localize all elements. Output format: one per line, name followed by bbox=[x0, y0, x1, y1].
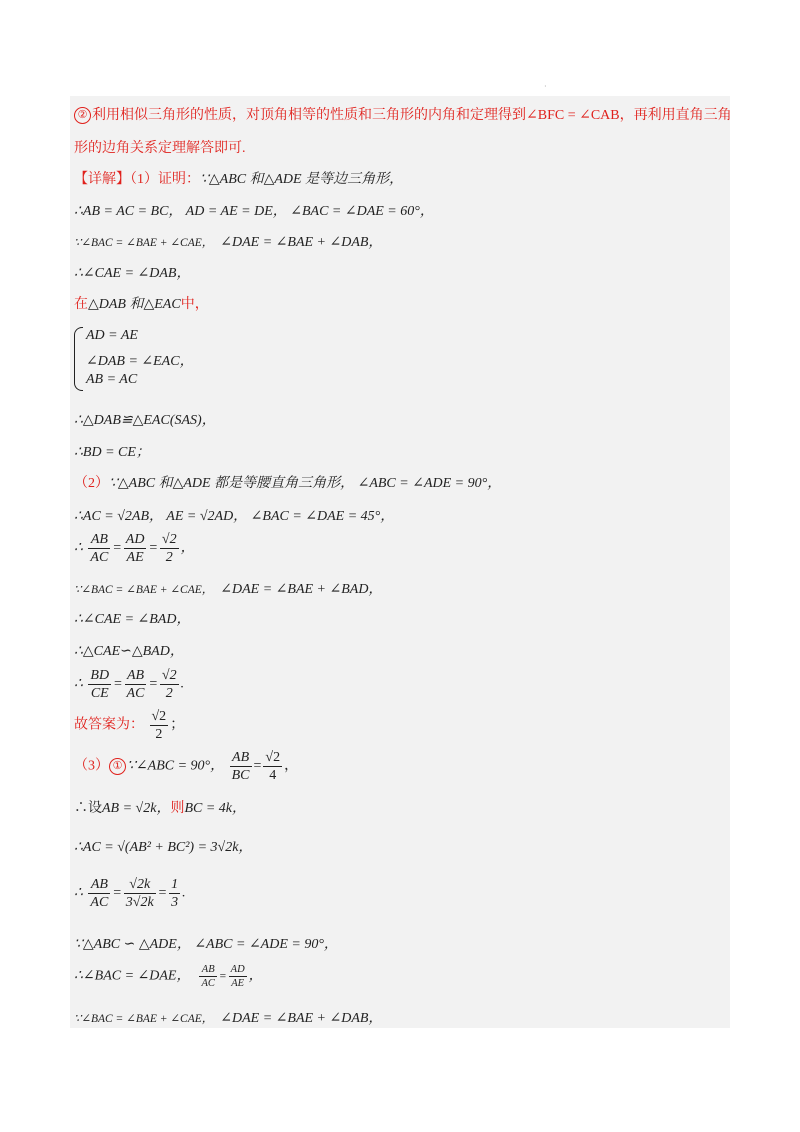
brace-line-3: AB = AC bbox=[86, 372, 138, 387]
part1-line-2: ∴AB = AC = BC， AD = AE = DE， ∠BAC = ∠DAE = 60°， bbox=[74, 204, 434, 219]
part1-line-5a: 在 bbox=[74, 297, 88, 312]
part2-premise: ∵△ABC 和△ADE 都是等腰直角三角形， ∠ABC = ∠ADE = 90°， bbox=[109, 476, 502, 491]
part2-line-4 bbox=[74, 578, 382, 598]
part3-line-2d: BC = 4k， bbox=[184, 801, 247, 816]
answer-label: 故答案为： bbox=[74, 717, 144, 733]
fraction: $\frac{AB}{AC}$ bbox=[126, 668, 145, 701]
part3-line-4: ∴ $\frac{AB}{AC}$ = $\frac{√2k}{3√2k}$ = $\frac{1}{3}$ . bbox=[74, 877, 186, 910]
part2-line-2: ∴AC = √2AB， AE = √2AD， ∠BAC = ∠DAE = 45°， bbox=[74, 509, 395, 524]
part2-heading bbox=[74, 472, 501, 492]
part1-label: （1）证明： bbox=[130, 172, 200, 187]
part2-line-3: ∴ $\frac{AB}{AC}$ = $\frac{AD}{AE}$ = $\frac{√2}{2}$ ， bbox=[74, 532, 195, 565]
part1-line-4: ∴∠CAE = ∠DAB， bbox=[74, 266, 191, 281]
part2-line-5: ∴∠CAE = ∠BAD， bbox=[74, 612, 191, 627]
fraction: $\frac{AB}{BC}$ bbox=[231, 750, 250, 783]
answer-fraction: $\frac{√2}{2}$ bbox=[151, 709, 167, 742]
part2-line-4b: ∠DAE = ∠BAE + ∠BAD， bbox=[220, 582, 383, 597]
fraction: $\frac{√2}{2}$ bbox=[161, 532, 177, 565]
part1-line-5b: △DAB 和△EAC bbox=[88, 297, 181, 312]
fraction: $\frac{BD}{CE}$ bbox=[90, 668, 110, 701]
part1-line-6: ∴△DAB≌△EAC(SAS)， bbox=[74, 413, 216, 428]
part3-line-7b: ∠DAE = ∠BAE + ∠DAB， bbox=[220, 1011, 383, 1026]
fraction: $\frac{AB}{AC}$ bbox=[201, 964, 215, 989]
intro-text-1: 利用相似三角形的性质，对顶角相等的性质和三角形的内角和定理得到∠BFC = ∠CAB，再利用直角三角 bbox=[92, 108, 732, 123]
fraction: $\frac{AB}{AC}$ bbox=[90, 877, 109, 910]
part3-premise: ∵∠ABC = 90°， bbox=[127, 758, 225, 774]
part3-line-2 bbox=[74, 797, 246, 817]
part3-line-3: ∴AC = √(AB² + BC²) = 3√2k， bbox=[74, 840, 253, 855]
part3-heading: （3） ① ∵∠ABC = 90°， $\frac{AB}{BC}$ = $\frac{√2}{4}$ ， bbox=[74, 750, 299, 783]
part3-line-6a: ∴∠BAC = ∠DAE， bbox=[74, 968, 191, 984]
part1-line-3a: ∵∠BAC = ∠BAE + ∠CAE， bbox=[74, 237, 214, 249]
part3-line-5: ∵△ABC ∽ △ADE， ∠ABC = ∠ADE = 90°， bbox=[74, 937, 338, 952]
circled-number: ② bbox=[74, 107, 91, 124]
brace-line-2: ∠DAB = ∠EAC， bbox=[86, 354, 194, 369]
part3-line-2c: 则 bbox=[170, 801, 185, 816]
part3-line-6: ∴∠BAC = ∠DAE， $\frac{AB}{AC}$ = $\frac{AD}{AE}$ ， bbox=[74, 964, 263, 989]
fraction: $\frac{√2}{2}$ bbox=[161, 668, 177, 701]
part1-premise: ∵△ABC 和△ADE 是等边三角形， bbox=[200, 172, 404, 187]
part1-line-7: ∴BD = CE； bbox=[74, 445, 150, 460]
part3-line-7 bbox=[74, 1007, 382, 1027]
part3-line-2b: AB = √2k， bbox=[102, 801, 171, 816]
fraction: $\frac{AD}{AE}$ bbox=[230, 964, 245, 989]
part2-line-7: ∴ $\frac{BD}{CE}$ = $\frac{AB}{AC}$ = $\frac{√2}{2}$ . bbox=[74, 668, 185, 701]
fraction: $\frac{√2}{4}$ bbox=[265, 750, 281, 783]
answer-line: 故答案为： $\frac{√2}{2}$ ； bbox=[74, 709, 185, 742]
page-mark: · bbox=[544, 82, 547, 91]
intro-line-1 bbox=[74, 104, 732, 124]
circled-number: ① bbox=[109, 758, 126, 775]
part3-line-2a: ∴设 bbox=[74, 801, 102, 816]
part3-label: （3） bbox=[74, 758, 109, 774]
fraction: $\frac{√2k}{3√2k}$ bbox=[125, 877, 154, 910]
part1-line-5c: 中， bbox=[180, 297, 209, 312]
detail-label: 【详解】 bbox=[74, 172, 130, 187]
part1-line-3 bbox=[74, 231, 382, 251]
part3-line-7a: ∵∠BAC = ∠BAE + ∠CAE， bbox=[74, 1013, 214, 1025]
fraction: $\frac{AD}{AE}$ bbox=[125, 532, 145, 565]
part1-line-3b: ∠DAE = ∠BAE + ∠DAB， bbox=[220, 235, 383, 250]
intro-line-2: 形的边角关系定理解答即可. bbox=[74, 141, 246, 156]
brace-line-1: AD = AE bbox=[86, 328, 138, 343]
part1-line-5 bbox=[74, 293, 209, 313]
part2-label: （2） bbox=[74, 476, 109, 491]
fraction: $\frac{AB}{AC}$ bbox=[90, 532, 109, 565]
brace-symbol bbox=[74, 327, 83, 391]
part2-line-4a: ∵∠BAC = ∠BAE + ∠CAE， bbox=[74, 584, 214, 596]
fraction: $\frac{1}{3}$ bbox=[171, 877, 179, 910]
part2-line-6: ∴△CAE∽△BAD， bbox=[74, 644, 184, 659]
part1-heading bbox=[74, 168, 403, 188]
